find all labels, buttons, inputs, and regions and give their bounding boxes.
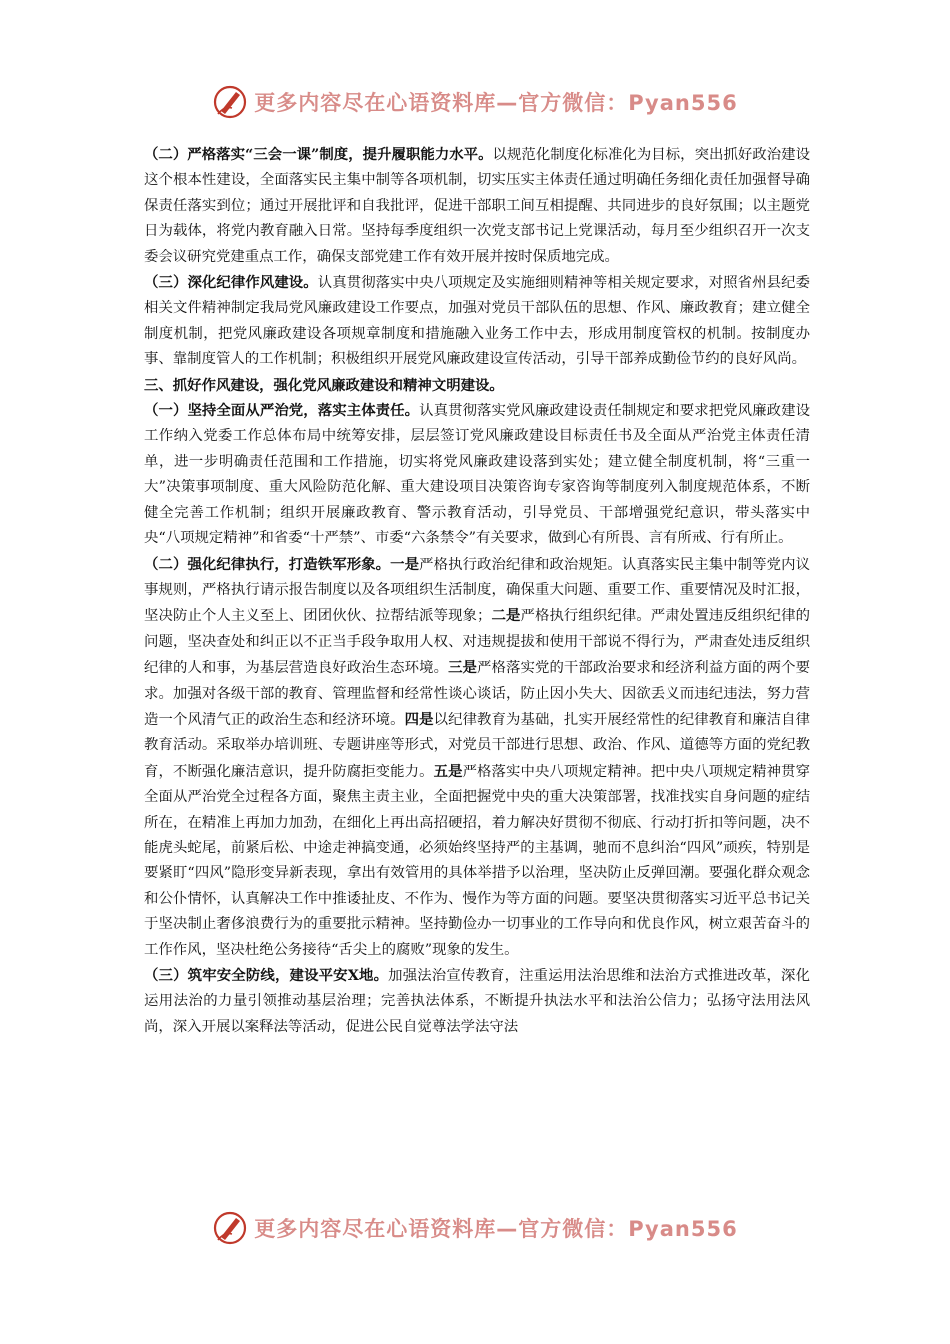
point-label-5: 五是 (433, 762, 463, 780)
header-banner-text: 更多内容尽在心语资料库—官方微信：Pyan556 (254, 91, 738, 115)
footer-banner (0, 1206, 950, 1250)
paragraph-heading: （三）深化纪律作风建设。 (144, 274, 318, 292)
paragraph-3 (144, 270, 810, 373)
paragraph-text: 以纪律教育为基础，扎实开展经常性的纪律教育和廉洁自律教育活动。采取举办培训班、专题讲座等形式，对党员干部进行思想、政治、作风、道德等方面的党纪教育，不断强化廉洁意识，提升防腐拒变能力。 (144, 711, 810, 780)
paragraph-text: 严格落实党的干部政治要求和经济利益方面的两个要求。加强对各级干部的教育、管理监督和经常性谈心谈话，防止因小失大、因欲丢义而违纪违法，努力营造一个风清气正的政治生态和经济环境。 (144, 660, 810, 728)
paragraph-text: 认真贯彻落实党风廉政建设责任制规定和要求把党风廉政建设工作纳入党委工作总体布局中统筹安排，层层签订党风廉政建设目标责任书及全面从严治党主体责任清单，进一步明确责任范围和工作措施，切实将党风廉政建设落到实处；建立健全制度机制，将“三重一大”决策事项制度、重大风险防范化解、重大建设项目决策咨询专家咨询等制度列入制度规范体系，不断健全完善工作机制；组织开展廉政教育、警示教育活动，引导党员、干部增强党纪意识，带头落实中央“八项规定精神”和省委“十严禁”、市委“六条禁令”有关要求，做到心有所畏、言有所戒、行有所止。 (144, 403, 810, 547)
paragraph-heading: （二）强化纪律执行，打造铁军形象。一是 (144, 555, 420, 573)
section-heading-3: 三、抓好作风建设，强化党风廉政建设和精神文明建设。 (144, 376, 504, 394)
point-label-4: 四是 (404, 710, 434, 728)
paragraph-2 (144, 142, 810, 270)
pen-logo-icon (212, 1210, 248, 1246)
paragraph-heading: （三）筑牢安全防线，建设平安X地。 (144, 967, 389, 984)
paragraph-text: 严格落实中央八项规定精神。把中央八项规定精神贯穿全面从严治党全过程各方面，聚焦主责主业，全面把握党中央的重大决策部署，找准找实自身问题的症结所在，在精准上再加力加劲，在细化上再出高招硬招，着力解决好贯彻不彻底、行动打折扣等问题，决不能虎头蛇尾，前紧后松、中途走神搞变通，必须始终坚持严的主基调，驰而不息纠治“四风”顽疾，特别是要紧盯“四风”隐形变异新表现，拿出有效管用的具体举措予以治理，坚决防止反弹回潮。要强化群众观念和公仆情怀，认真解决工作中推诿扯皮、不作为、慢作为等方面的问题。要坚决贯彻落实习近平总书记关于坚决制止奢侈浪费行为的重要批示精神。坚持勤俭办一切事业的工作导向和优良作风，树立艰苦奋斗的工作作风，坚决杜绝公务接待“舌尖上的腐败”现象的发生。 (144, 763, 810, 958)
paragraph-3-2 (144, 552, 810, 964)
header-banner (0, 80, 950, 124)
paragraph-text: 加强法治宣传教育，注重运用法治思维和法治方式推进改革，深化运用法治的力量引领推动基层治理；完善执法体系，不断提升执法水平和法治公信力；弘扬守法用法风尚，深入开展以案释法等活动，促进公民自觉尊法学法守法 (144, 968, 810, 1035)
paragraph-text: 严格执行政治纪律和政治规矩。认真落实民主集中制等党内议事规则，严格执行请示报告制度以及各项组织生活制度，确保重大问题、重要工作、重要情况及时汇报，坚决防止个人主义至上、团团伙伙、拉帮结派等现象； (144, 556, 810, 625)
footer-banner-text: 更多内容尽在心语资料库—官方微信：Pyan556 (254, 1217, 738, 1241)
paragraph-3-1 (144, 398, 810, 551)
paragraph-text: 以规范化制度化标准化为目标，突出抓好政治建设这个根本性建设，全面落实民主集中制等各项机制，切实压实主体责任通过明确任务细化责任加强督导确保责任落实到位；通过开展批评和自我批评，促进干部职工间互相提醒、共同进步的良好氛围；以主题党日为载体，将党内教育融入日常。坚持每季度组织一次党支部书记上党课活动，每月至少组织召开一次支委会议研究党建重点工作，确保支部党建工作有效开展并按时保质地完成。 (144, 147, 810, 265)
paragraph-heading: （二）严格落实“三会一课”制度，提升履职能力水平。 (144, 146, 493, 163)
point-label-3: 三是 (448, 659, 478, 677)
paragraph-3-3 (144, 963, 810, 1040)
point-label-2: 二是 (491, 607, 521, 625)
document-body (144, 142, 810, 1040)
paragraph-text: 严格执行组织纪律。严肃处置违反组织纪律的问题，坚决查处和纠正以不正当手段争取用人权、对违规提拔和使用干部说不得行为，严肃查处违反组织纪律的人和事，为基层营造良好政治生态环境。 (144, 608, 810, 677)
paragraph-heading: （一）坚持全面从严治党，落实主体责任。 (144, 402, 420, 420)
pen-logo-icon (212, 84, 248, 120)
paragraph-text: 认真贯彻落实中央八项规定及实施细则精神等相关规定要求，对照省州县纪委相关文件精神制定我局党风廉政建设工作要点，加强对党员干部队伍的思想、作风、廉政教育；建立健全制度机制，把党风廉政建设各项规章制度和措施融入业务工作中去，形成用制度管权的机制。按制度办事、靠制度管人的工作机制；积极组织开展党风廉政建设宣传活动，引导干部养成勤俭节约的良好风尚。 (144, 275, 810, 368)
